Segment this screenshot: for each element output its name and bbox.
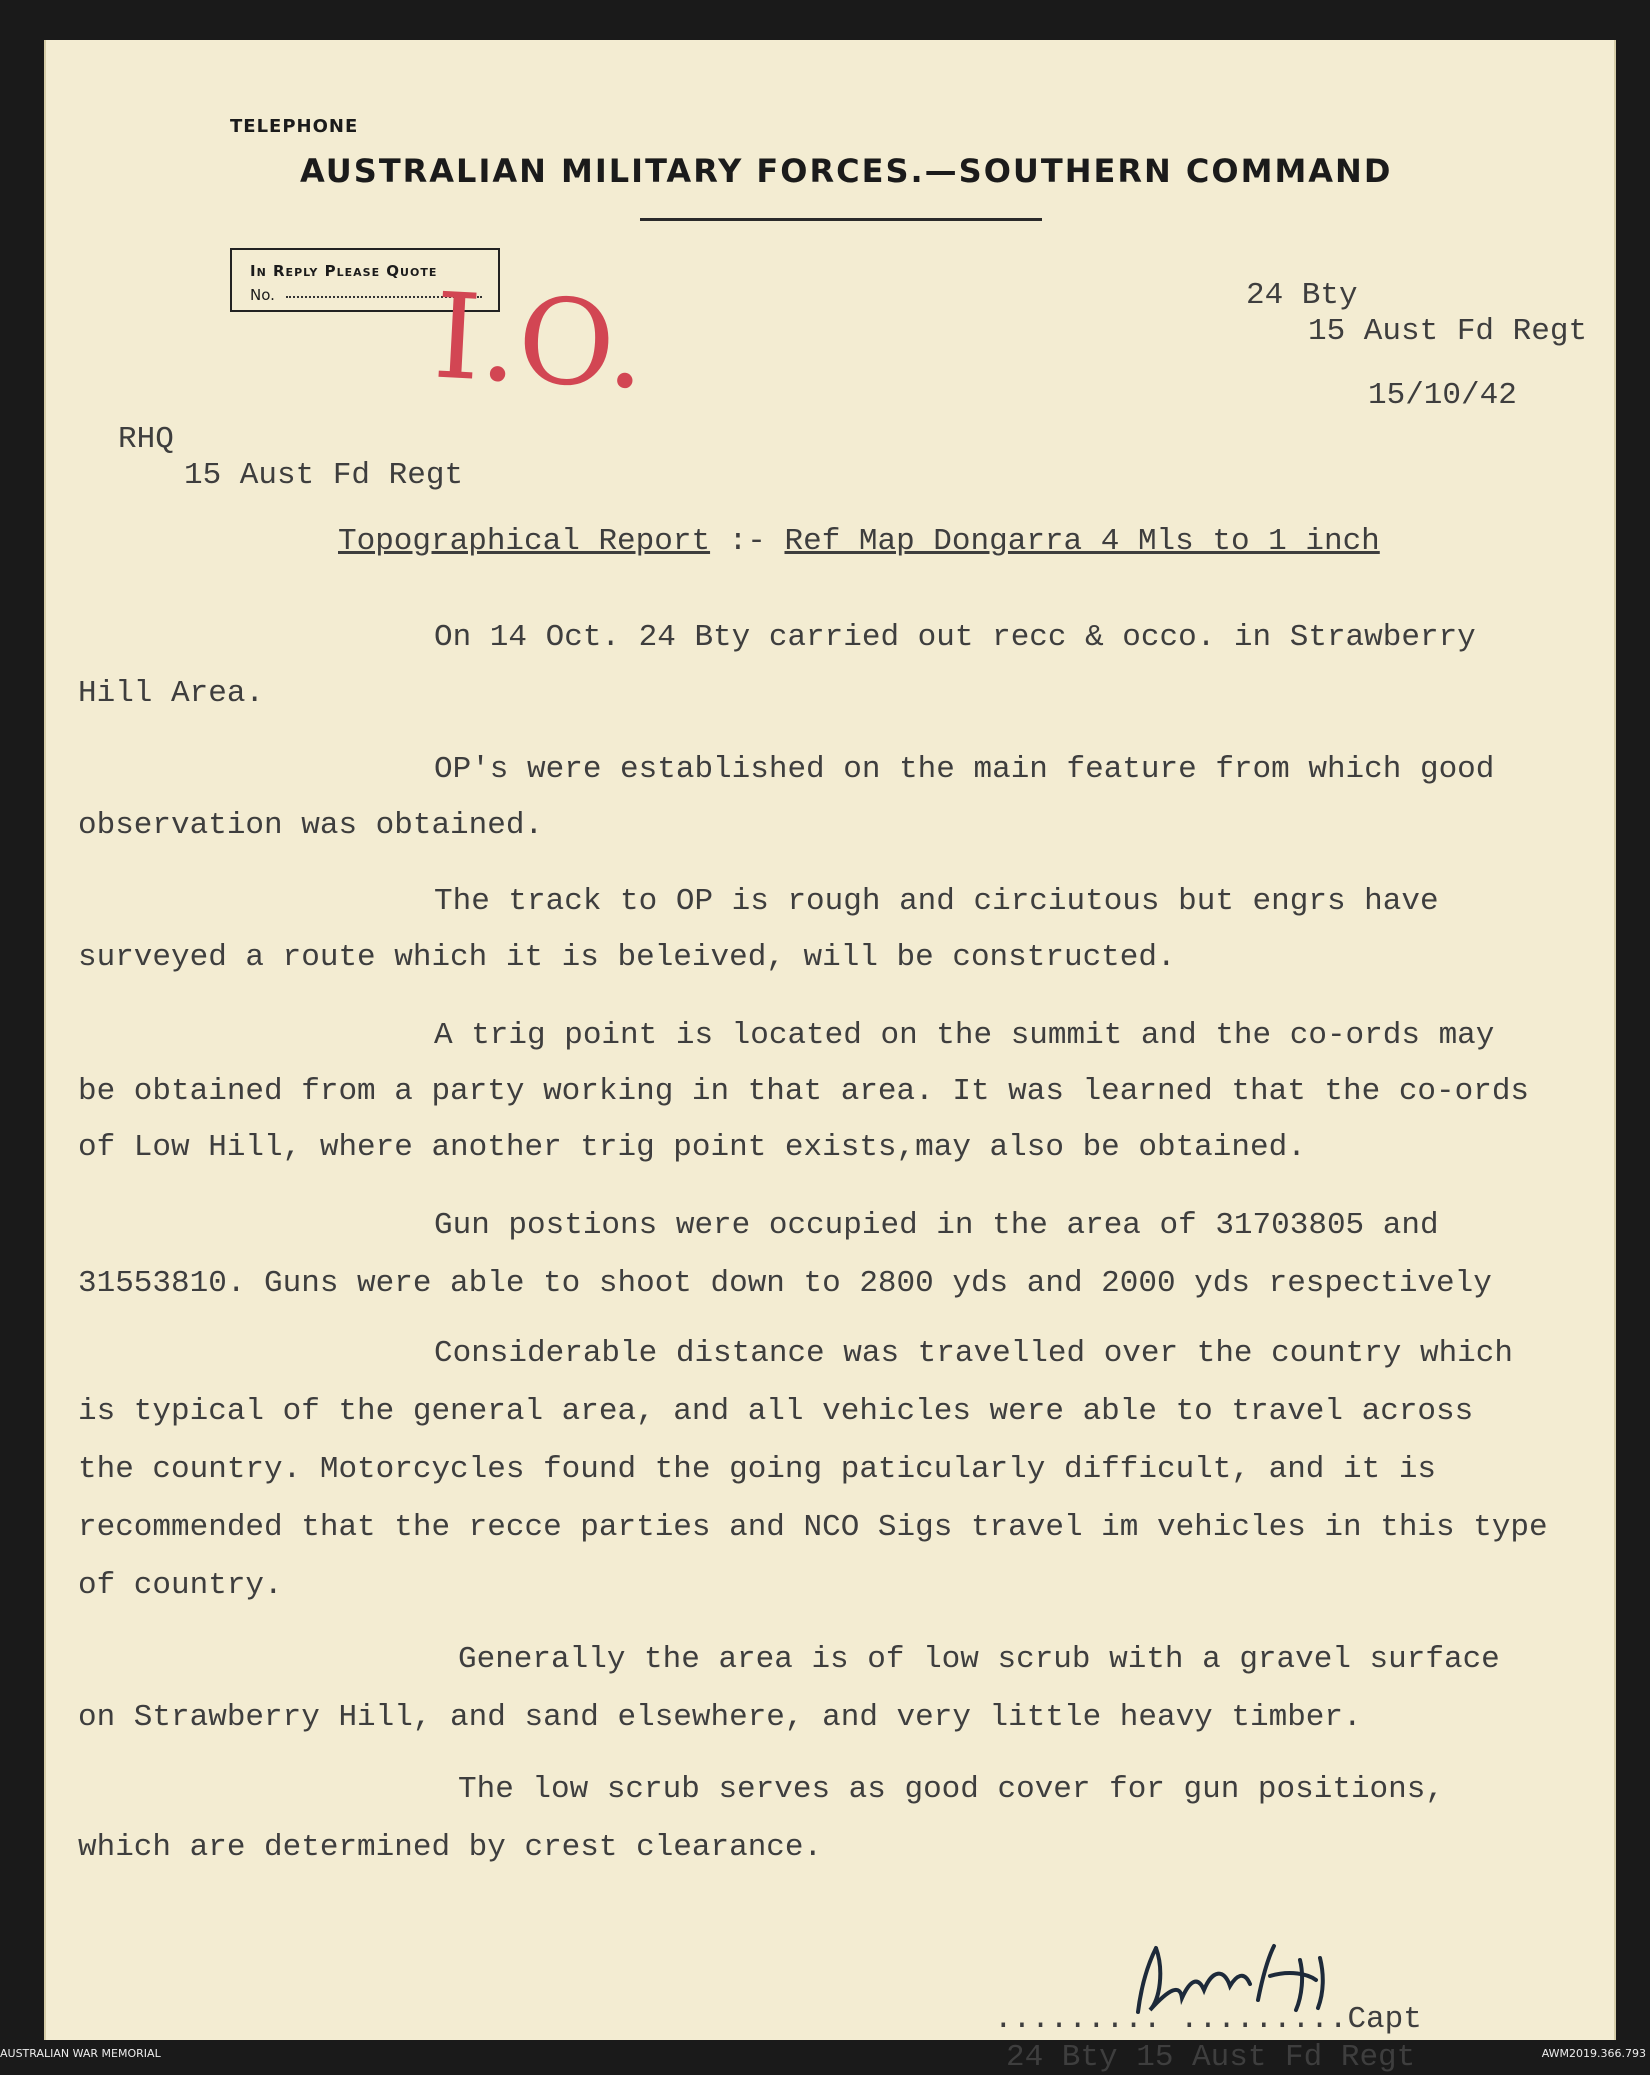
- sender-regiment: 15 Aust Fd Regt: [1308, 314, 1588, 349]
- recipient-line-1: RHQ: [118, 422, 174, 457]
- reply-number-label: No.: [250, 286, 275, 304]
- body-line: A trig point is located on the summit and the co-ords may: [434, 1018, 1495, 1053]
- body-line: Gun postions were occupied in the area of 31703805 and: [434, 1208, 1439, 1243]
- subject-separator: :-: [710, 524, 785, 559]
- body-line: The low scrub serves as good cover for gun positions,: [458, 1772, 1444, 1807]
- body-line: Considerable distance was travelled over the country which: [434, 1336, 1513, 1371]
- letter-date: 15/10/42: [1368, 378, 1517, 413]
- signature-unit: 24 Bty 15 Aust Fd Regt: [1006, 2040, 1416, 2075]
- sender-unit: 24 Bty: [1246, 278, 1358, 313]
- body-line: of Low Hill, where another trig point exists,may also be obtained.: [78, 1130, 1306, 1165]
- letterhead-rule: [640, 218, 1042, 221]
- archive-catalog-number: AWM2019.366.793: [1541, 2047, 1646, 2060]
- handwritten-file-mark: I.O.: [430, 266, 649, 416]
- reply-label: In Reply Please Quote: [250, 262, 438, 280]
- handwritten-signature: [1120, 1940, 1370, 2020]
- body-line: OP's were established on the main feature from which good: [434, 752, 1495, 787]
- letterhead-title: AUSTRALIAN MILITARY FORCES.—SOUTHERN COMMAND: [300, 152, 1393, 190]
- subject-line: [338, 524, 1380, 559]
- body-line: observation was obtained.: [78, 808, 544, 843]
- body-line: surveyed a route which it is beleived, will be constructed.: [78, 940, 1176, 975]
- body-line: of country.: [78, 1568, 283, 1603]
- body-line: is typical of the general area, and all vehicles were able to travel across: [78, 1394, 1474, 1429]
- signature-line: ......... .........Capt: [994, 2002, 1422, 2037]
- subject-reference: Ref Map Dongarra 4 Mls to 1 inch: [784, 524, 1380, 559]
- body-line: the country. Motorcycles found the going paticularly difficult, and it is: [78, 1452, 1437, 1487]
- body-line: be obtained from a party working in that area. It was learned that the co-ords: [78, 1074, 1530, 1109]
- body-line: which are determined by crest clearance.: [78, 1830, 823, 1865]
- body-line: Generally the area is of low scrub with a gravel surface: [458, 1642, 1500, 1677]
- body-line: on Strawberry Hill, and sand elsewhere, and very little heavy timber.: [78, 1700, 1362, 1735]
- body-line: The track to OP is rough and circiutous but engrs have: [434, 884, 1439, 919]
- archive-credit: AUSTRALIAN WAR MEMORIAL: [0, 2047, 161, 2060]
- body-line: recommended that the recce parties and NCO Sigs travel im vehicles in this type: [78, 1510, 1548, 1545]
- body-line: On 14 Oct. 24 Bty carried out recc & occo. in Strawberry: [434, 620, 1476, 655]
- subject-title: Topographical Report: [338, 524, 711, 559]
- telephone-label: TELEPHONE: [230, 116, 359, 137]
- body-line: Hill Area.: [78, 676, 265, 711]
- recipient-line-2: 15 Aust Fd Regt: [184, 458, 464, 493]
- body-line: 31553810. Guns were able to shoot down to 2800 yds and 2000 yds respectively: [78, 1266, 1492, 1301]
